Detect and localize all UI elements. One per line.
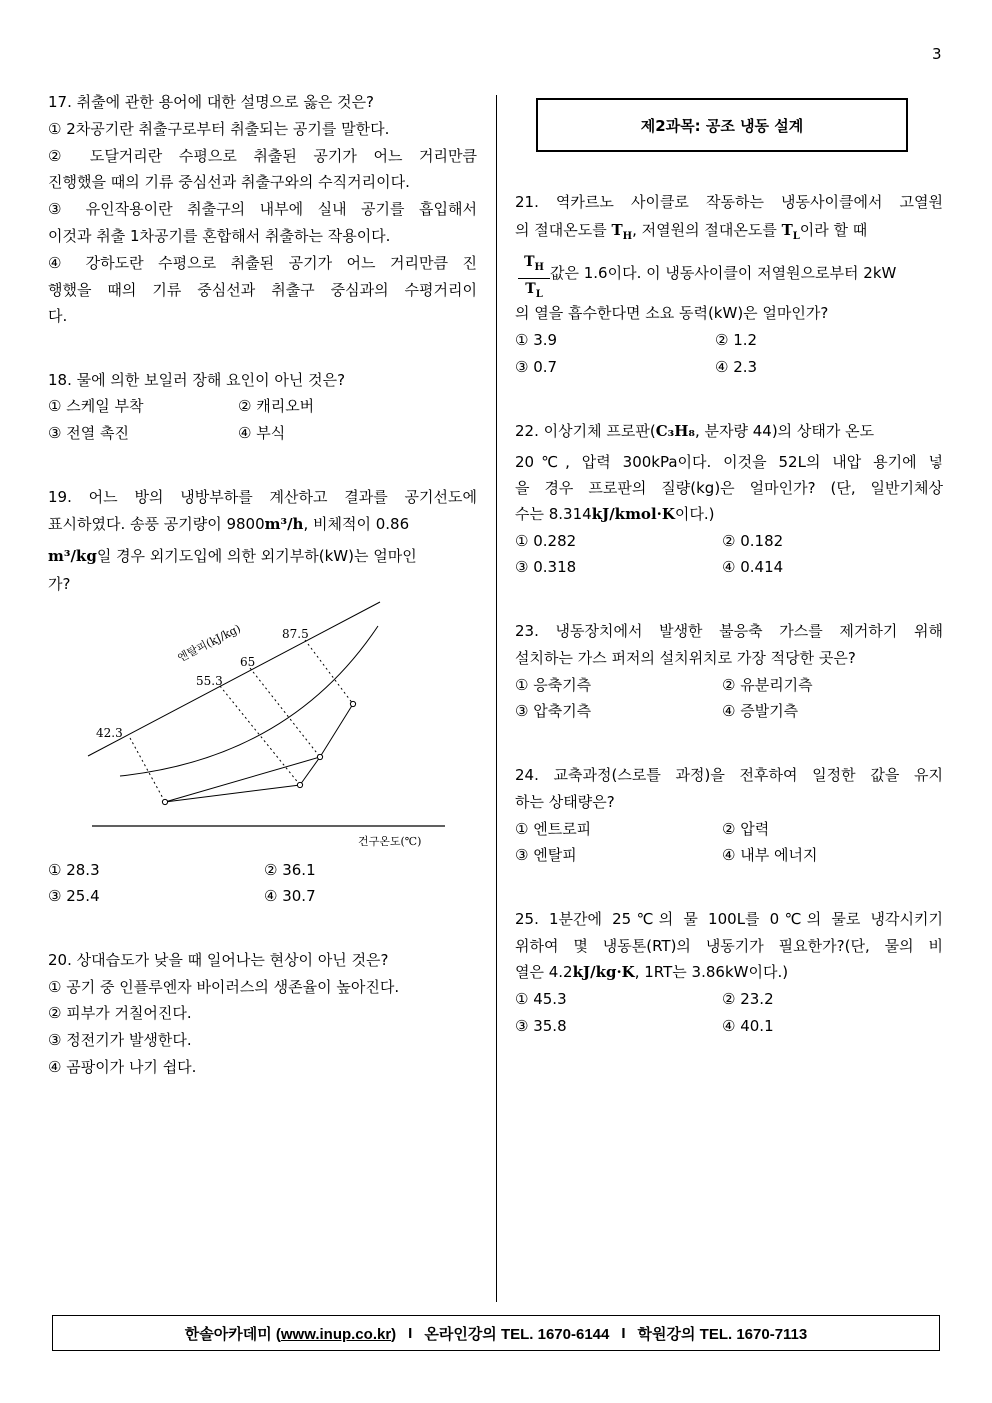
q21-th-sub: H [622,231,633,242]
footer [52,1315,940,1351]
q21-th-base: T [611,221,623,239]
q22-stem-line2: 20℃, 압력 300kPa이다. 이것을 52L의 내압 용기에 넣 [515,453,943,471]
q19-option-2: ② 36.1 [264,861,316,879]
q23-stem-line2: 설치하는 가스 퍼저의 설치위치로 가장 적당한 곳은? [515,649,856,667]
process-line-2 [165,785,300,802]
q19-option-1: ① 28.3 [48,861,100,879]
q25-option-3: ③ 35.8 [515,1017,567,1035]
q22-option-4: ④ 0.414 [722,558,784,576]
q23-option-4: ④ 증발기측 [722,702,799,720]
enthalpy-axis-label: 엔탈피(kJ/kg) [175,621,243,665]
q22-stem [515,420,943,442]
enthalpy-value-87-5: 87.5 [282,627,309,641]
q22-text-a: 22. 이상기체 프로판( [515,422,656,440]
process-lines [165,704,353,802]
q19-stem-line3 [48,545,417,567]
footer-offline-tel: 학원강의 TEL. 1670-7113 [637,1325,808,1343]
q22-text-b: , 분자량 44)의 상태가 온도 [694,422,875,440]
q17-option-4-end: 다. [48,307,68,325]
q25-text-a: 열은 4.2 [515,963,573,981]
q23-option-2: ② 유분리기측 [722,676,813,694]
state-point [297,782,302,787]
q20-option-2: ② 피부가 거칠어진다. [48,1004,192,1022]
guide-87-5 [305,640,353,704]
q22-option-3: ③ 0.318 [515,558,577,576]
q22-unit: kJ/kmol·K [591,505,675,523]
q24-option-4: ④ 내부 에너지 [722,846,818,864]
q20-option-4: ④ 곰팡이가 나기 쉽다. [48,1058,197,1076]
q22-stem-line3: 을 경우 프로판의 질량(kg)은 얼마인가? (단, 일반기체상 [515,479,943,497]
q23-option-1: ① 응축기측 [515,676,592,694]
q22-text-d: 이다.) [674,505,715,523]
q21-text-c: 이라 할 때 [799,221,868,239]
state-point [350,701,355,706]
q21-text-b: , 저열원의 절대온도를 [632,221,782,239]
q25-text-b: , 1RT는 3.86kW이다.) [634,963,789,981]
q24-stem-line2: 하는 상태량은? [515,793,615,811]
q21-fraction [518,252,550,305]
footer-academy-name: 한솔아카데미 [184,1325,272,1343]
q21-option-4: ④ 2.3 [715,358,758,376]
enthalpy-value-55-3: 55.3 [196,674,223,688]
q22-option-2: ② 0.182 [722,532,784,550]
psychrometric-diagram [80,598,460,853]
q17-option-4-cont: 행했을 때의 기류 중심선과 취출구 중심과의 수평거리이 [48,281,477,299]
q21-stem-line2 [515,219,943,248]
dry-bulb-axis-label: 건구온도(℃) [358,835,422,848]
q22-text-c: 수는 8.314 [515,505,592,523]
q22-option-1: ① 0.282 [515,532,577,550]
q19-stem-line4: 가? [48,575,71,593]
q17-option-2: ② 도달거리란 수평으로 취출된 공기가 어느 거리만큼 [48,147,477,165]
q21-fraction-numerator: $T_H$ [518,252,550,279]
q25-option-1: ① 45.3 [515,990,567,1008]
q17-option-1: ① 2차공기란 취출구로부터 취출되는 공기를 말한다. [48,120,390,138]
guide-65 [250,668,320,757]
q18-option-2: ② 캐리오버 [238,397,315,415]
q25-stem-line2: 위하여 몇 냉동톤(RT)의 냉동기가 필요한가?(단, 물의 비 [515,937,943,955]
state-point [317,754,322,759]
q18-stem: 18. 물에 의한 보일러 장해 요인이 아닌 것은? [48,371,346,389]
q25-unit: kJ/kg·K [572,963,635,981]
q17-option-3-cont: 이것과 취출 1차공기를 혼합해서 취출하는 작용이다. [48,227,391,245]
enthalpy-value-65: 65 [240,655,256,669]
q19-stem: 19. 어느 방의 냉방부하를 계산하고 결과를 공기선도에 [48,488,477,506]
q19-text-b: , 비체적이 0.86 [303,515,410,533]
q21-stem-line4: 의 열을 흡수한다면 소요 동력(kW)은 얼마인가? [515,304,829,322]
q24-stem: 24. 교축과정(스로틀 과정)을 전후하여 일정한 값을 유지 [515,766,943,784]
q21-tl-base: T [781,221,793,239]
footer-separator: I [621,1324,626,1342]
enthalpy-value-42-3: 42.3 [96,726,123,740]
q21-text-a: 의 절대온도를 [515,221,612,239]
q25-option-2: ② 23.2 [722,990,774,1008]
q21-stem-line3: 값은 1.6이다. 이 냉동사이클이 저열원으로부터 2kW [550,264,897,282]
q19-option-3: ③ 25.4 [48,887,100,905]
q23-option-3: ③ 압축기측 [515,702,592,720]
q21-stem: 21. 역카르노 사이클로 작동하는 냉동사이클에서 고열원 [515,193,943,211]
q22-formula: C₃H₈ [655,422,695,440]
q24-option-2: ② 압력 [722,820,770,838]
q18-option-1: ① 스케일 부착 [48,397,144,415]
process-line-3 [300,757,320,785]
guide-55-3 [220,686,300,785]
q19-option-4: ④ 30.7 [264,887,316,905]
state-point [162,799,167,804]
q25-option-4: ④ 40.1 [722,1017,774,1035]
q19-text-a: 표시하였다. 송풍 공기량이 9800 [48,515,265,533]
q20-option-3: ③ 정전기가 발생한다. [48,1031,192,1049]
column-divider [496,95,497,1302]
q19-stem-line2 [48,513,477,535]
footer-url-link[interactable]: www.inup.co.kr [280,1325,392,1343]
q21-option-3: ③ 0.7 [515,358,558,376]
q19-text-c: 일 경우 외기도입에 의한 외기부하(kW)는 얼마인 [96,547,417,565]
q17-option-4: ④ 강하도란 수평으로 취출된 공기가 어느 거리만큼 진 [48,254,477,272]
page-number: 3 [932,45,942,63]
section-title: 제2과목: 공조 냉동 설계 [536,98,908,152]
footer-academy: 한솔아카데미 (www.inup.co.kr) [184,1325,397,1343]
q19-unit-flow: m³/h [264,515,304,533]
q20-stem: 20. 상대습도가 낮을 때 일어나는 현상이 아닌 것은? [48,951,389,969]
q24-option-3: ③ 엔탈피 [515,846,577,864]
q21-fraction-denominator: $T_L$ [525,280,543,300]
q21-tl [781,221,800,242]
q21-option-2: ② 1.2 [715,331,758,349]
q24-option-1: ① 엔트로피 [515,820,592,838]
footer-separator: I [408,1324,413,1342]
q17-option-2-cont: 진행했을 때의 기류 중심선과 취출구와의 수직거리이다. [48,173,410,191]
q19-unit-volume: m³/kg [48,547,97,565]
q25-stem-line3 [515,961,788,983]
footer-online-tel: 온라인강의 TEL. 1670-6144 [424,1325,610,1343]
q21-th [611,221,633,242]
saturation-curve [120,626,378,776]
q17-option-3: ③ 유인작용이란 취출구의 내부에 실내 공기를 흡입해서 [48,200,477,218]
q21-option-1: ① 3.9 [515,331,558,349]
q22-stem-line4 [515,503,715,525]
q23-stem: 23. 냉동장치에서 발생한 불응축 가스를 제거하기 위해 [515,622,943,640]
q20-option-1: ① 공기 중 인플루엔자 바이러스의 생존율이 높아진다. [48,978,400,996]
q18-option-3: ③ 전열 촉진 [48,424,129,442]
q21-tl-sub: L [792,231,800,242]
q17-stem: 17. 취출에 관한 용어에 대한 설명으로 옳은 것은? [48,93,375,111]
q25-stem: 25. 1분간에 25℃의 물 100L를 0℃의 물로 냉각시키기 [515,910,943,928]
q18-option-4: ④ 부식 [238,424,286,442]
